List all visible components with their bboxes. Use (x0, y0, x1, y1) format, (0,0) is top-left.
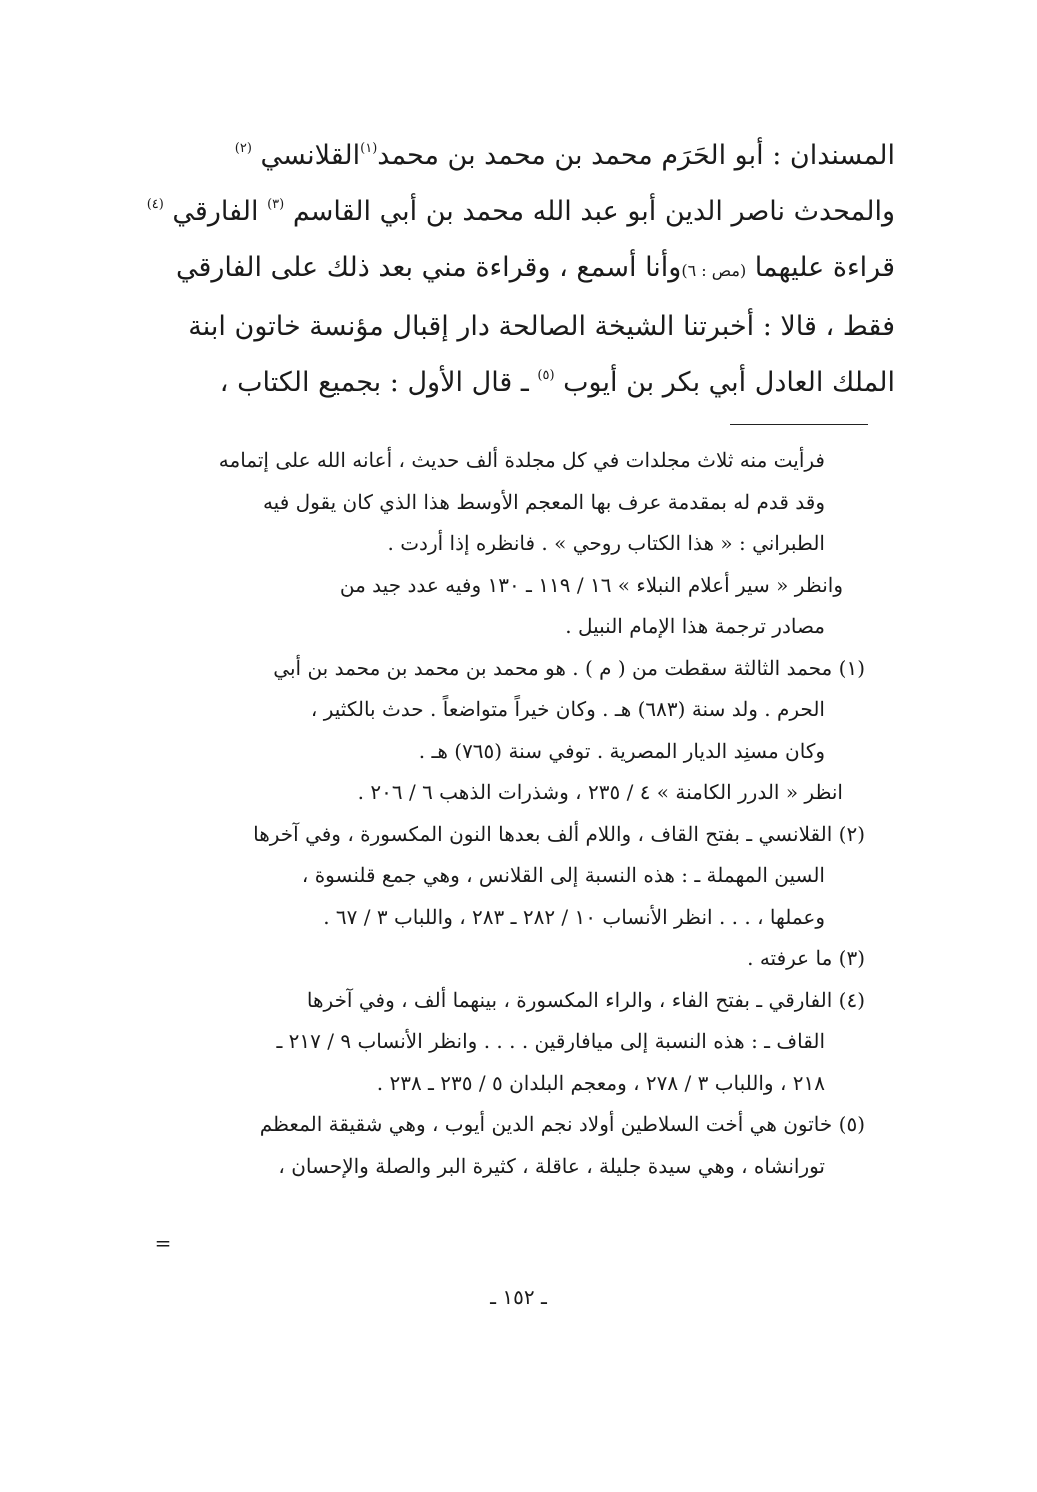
footnote-line: الحرم . ولد سنة (٦٨٣) هـ . وكان خيراً متواضعاً . حدث بالكثير ، (310, 697, 825, 721)
main-text (146, 128, 895, 411)
page-number: ـ ١٥٢ ـ (490, 1285, 547, 1309)
footnote-line: فرأيت منه ثلاث مجلدات في كل مجلدة ألف حديث ، أعانه الله على إتمامه (218, 448, 825, 472)
footnote-separator (730, 424, 868, 425)
footnote-line: وقد قدم له بمقدمة عرف بها المعجم الأوسط هذا الذي كان يقول فيه (262, 489, 825, 514)
footnote-ref[interactable]: (١) (360, 141, 378, 156)
footnote-line: وعملها ، . . . انظر الأنساب ١٠ / ٢٨٢ ـ ٢٨٣ ، واللباب ٣ / ٦٧ . (323, 904, 825, 929)
footnote-line: وكان مسنِد الديار المصرية . توفي سنة (٧٦٥) هـ . (418, 738, 825, 763)
footnote-4: (٤) الفارقي ـ بفتح الفاء ، والراء المكسورة ، بينهما ألف ، وفي آخرها (306, 987, 865, 1012)
footnote-1: (١) محمد الثالثة سقطت من ( م ) . هو محمد بن محمد بن محمد بن أبي (273, 655, 865, 680)
footnote-line: الطبراني : « هذا الكتاب روحي » . فانظره إذا أردت . (387, 531, 825, 555)
footnote-line: انظر « الدرر الكامنة » ٤ / ٢٣٥ ، وشذرات الذهب ٦ / ٢٠٦ . (357, 780, 843, 804)
footnote-line: السين المهملة ـ : هذه النسبة إلى القلانس ، وهي جمع قلنسوة ، (301, 863, 825, 887)
footnote-ref[interactable]: (٥) (537, 368, 555, 383)
footnote-line: تورانشاه ، وهي سيدة جليلة ، عاقلة ، كثيرة البر والصلة والإحسان ، (278, 1153, 825, 1178)
footnote-ref[interactable]: (٢) (234, 141, 252, 156)
main-line: فقط ، قالا : أخبرتنا الشيخة الصالحة دار إقبال مؤنسة خاتون ابنة (188, 311, 895, 342)
footnote-line: القاف ـ : هذه النسبة إلى ميافارقين . . . . وانظر الأنساب ٩ / ٢١٧ ـ (276, 1029, 825, 1053)
manuscript-page-marker: (مص : ٦) (681, 261, 747, 280)
footnote-ref[interactable]: (٣) (267, 197, 285, 212)
footnotes (185, 440, 865, 1187)
footnote-5: (٥) خاتون هي أخت السلاطين أولاد نجم الدين أيوب ، وهي شقيقة المعظم (259, 1112, 865, 1136)
footnote-ref[interactable]: (٤) (146, 197, 164, 212)
footnote-line: وانظر « سير أعلام النبلاء » ١٦ / ١١٩ ـ ١٣٠ وفيه عدد جيد من (339, 572, 843, 597)
main-line: المسندان : أبو الحَرَم محمد بن محمد بن محمد$^{(١)}$القلانسي $^{(٢)}$ (234, 140, 895, 171)
footnote-line: مصادر ترجمة هذا الإمام النبيل . (565, 614, 825, 638)
main-line: الملك العادل أبي بكر بن أيوب $^{(٥)}$ ـ قال الأول : بجميع الكتاب ، (219, 367, 895, 398)
footnote-2: (٢) القلانسي ـ بفتح القاف ، واللام ألف بعدها النون المكسورة ، وفي آخرها (253, 821, 865, 846)
footnote-3: (٣) ما عرفته . (747, 946, 865, 970)
footnote-line: ٢١٨ ، واللباب ٣ / ٢٧٨ ، ومعجم البلدان ٥ / ٢٣٥ ـ ٢٣٨ . (376, 1070, 825, 1095)
main-line: والمحدث ناصر الدين أبو عبد الله محمد بن أبي القاسم $^{(٣)}$ الفارقي $^{(٤)}$ (146, 196, 895, 227)
main-line: قراءة عليهما (مص : ٦)وأنا أسمع ، وقراءة مني بعد ذلك على الفارقي (175, 252, 895, 283)
continuation-mark: = (154, 1231, 172, 1255)
